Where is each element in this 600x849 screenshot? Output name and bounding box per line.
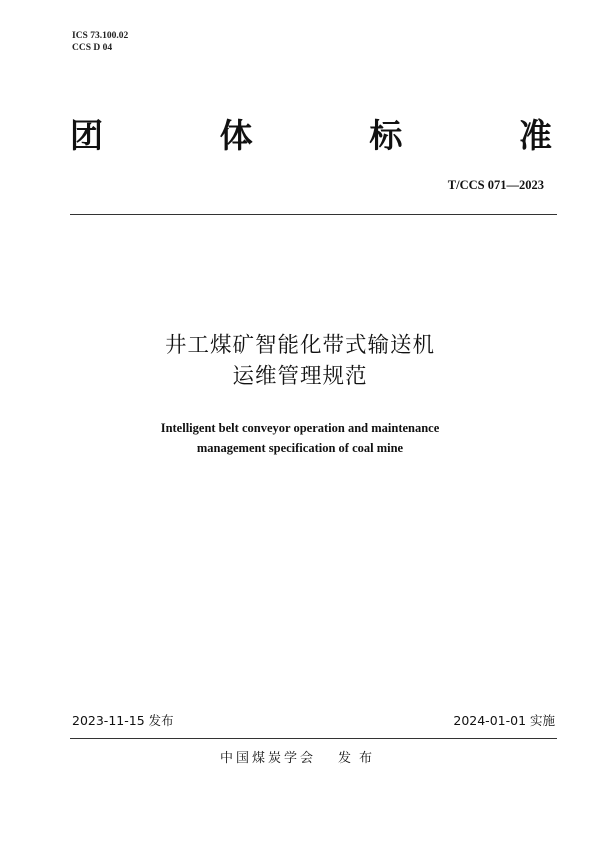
chinese-title [0,330,600,392]
standard-type-char: 体 [219,116,253,155]
ics-code: ICS 73.100.02 [72,31,129,41]
chinese-title-line: 运维管理规范 [232,364,368,389]
publisher-line [0,750,600,768]
standard-number: T/CCS 071—2023 [447,178,544,192]
publish-label: 发布 [338,751,381,766]
standard-type-heading [70,116,552,156]
english-title [0,418,600,458]
top-divider [70,214,557,215]
publisher-name: 中国煤炭学会 [219,751,316,766]
bottom-divider [70,738,557,739]
implementation-date: 2024-01-01 实施 [453,713,555,728]
classification-codes [72,30,128,54]
standard-type-char: 准 [518,116,552,155]
release-date: 2023-11-15 发布 [72,713,174,728]
ccs-code: CCS D 04 [72,43,113,53]
standard-type-char: 团 [70,116,103,155]
english-title-line: Intelligent belt conveyor operation and maintenance [160,421,440,435]
english-title-line: management specification of coal mine [196,441,404,455]
date-row [72,713,555,729]
chinese-title-line: 井工煤矿智能化带式输送机 [164,333,435,358]
standard-type-char: 标 [369,116,403,155]
